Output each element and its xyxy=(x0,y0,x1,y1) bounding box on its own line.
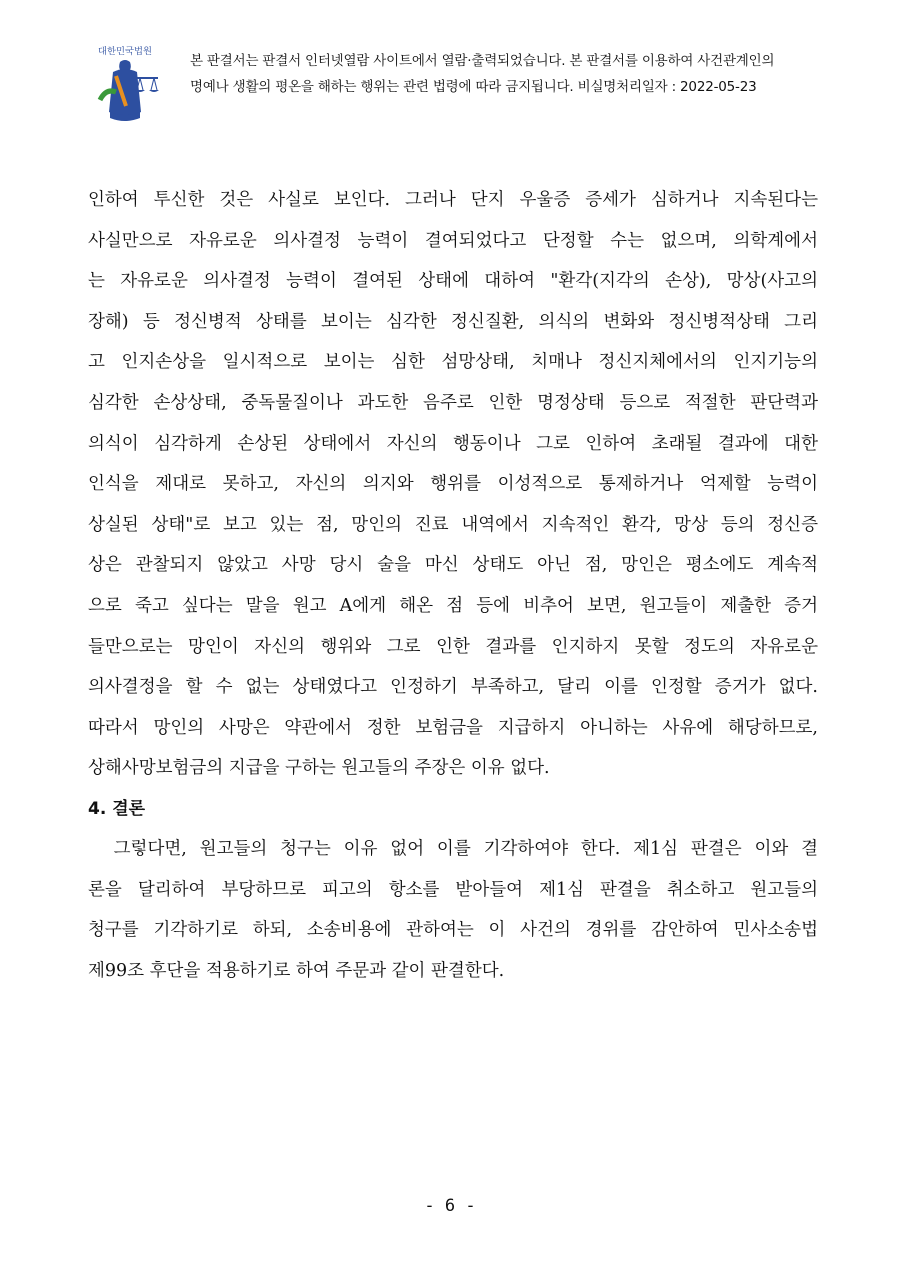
notice-line-1: 본 판결서는 판결서 인터넷열람 사이트에서 열람·출력되었습니다. 본 판결서를 이용하여 사건관계인의 xyxy=(190,53,775,69)
page-header xyxy=(70,30,850,120)
section-heading-conclusion: 4. 결론 xyxy=(88,798,146,819)
body-line: 따라서 망인의 사망은 약관에서 정한 보험금을 지급하지 아니하는 사유에 해당하므로, xyxy=(88,717,818,738)
body-line: 장해) 등 정신병적 상태를 보이는 심각한 정신질환, 의식의 변화와 정신병적상태 그리 xyxy=(88,311,818,332)
body-line: 는 자유로운 의사결정 능력이 결여된 상태에 대하여 "환각(지각의 손상), 망상(사고의 xyxy=(88,271,818,292)
body-line: 사실만으로 자유로운 의사결정 능력이 결여되었다고 단정할 수는 없으며, 의학계에서 xyxy=(88,230,818,251)
body-line: 고 인지손상을 일시적으로 보이는 심한 섬망상태, 치매나 정신지체에서의 인지기능의 xyxy=(88,352,818,373)
body-line: 그렇다면, 원고들의 청구는 이유 없어 이를 기각하여야 한다. 제1심 판결은 이와 결 xyxy=(88,838,818,859)
body-line: 인식을 제대로 못하고, 자신의 의지와 행위를 이성적으로 통제하거나 억제할 능력이 xyxy=(88,474,818,495)
court-emblem-icon xyxy=(80,40,170,130)
paragraph-reasoning xyxy=(88,180,818,789)
notice-line-2: 명예나 생활의 평온을 해하는 행위는 관련 법령에 따라 금지됩니다. 비실명처리일자 : 2022-05-23 xyxy=(190,79,757,95)
body-line: 제99조 후단을 적용하기로 하여 주문과 같이 판결한다. xyxy=(88,960,505,981)
body-line: 의사결정을 할 수 없는 상태였다고 인정하기 부족하고, 달리 이를 인정할 증거가 없다. xyxy=(88,677,818,698)
body-line: 청구를 기각하기로 하되, 소송비용에 관하여는 이 사건의 경위를 감안하여 민사소송법 xyxy=(88,920,818,941)
judgment-body xyxy=(88,180,818,991)
page-number: - 6 - xyxy=(424,1196,476,1216)
body-line: 상은 관찰되지 않았고 사망 당시 술을 마신 상태도 아닌 점, 망인은 평소에도 계속적 xyxy=(88,555,818,576)
body-line: 의식이 심각하게 손상된 상태에서 자신의 행동이나 그로 인하여 초래될 결과에 대한 xyxy=(88,433,818,454)
body-line: 인하여 투신한 것은 사실로 보인다. 그러나 단지 우울증 증세가 심하거나 지속된다는 xyxy=(88,190,818,210)
body-line: 으로 죽고 싶다는 말을 원고 A에게 해온 점 등에 비추어 보면, 원고들이 제출한 증거 xyxy=(88,595,818,616)
body-line: 상실된 상태"로 보고 있는 점, 망인의 진료 내역에서 지속적인 환각, 망상 등의 정신증 xyxy=(88,514,818,535)
body-line: 론을 달리하여 부당하므로 피고의 항소를 받아들여 제1심 판결을 취소하고 원고들의 xyxy=(88,879,818,900)
emblem-text: 대한민국법원 xyxy=(98,47,151,57)
body-line: 심각한 손상상태, 중독물질이나 과도한 음주로 인한 명정상태 등으로 적절한 판단력과 xyxy=(88,392,818,413)
body-line: 들만으로는 망인이 자신의 행위와 그로 인한 결과를 인지하지 못할 정도의 자유로운 xyxy=(88,636,818,657)
paragraph-conclusion xyxy=(88,829,818,991)
usage-notice xyxy=(190,48,870,100)
body-line: 상해사망보험금의 지급을 구하는 원고들의 주장은 이유 없다. xyxy=(88,758,550,779)
